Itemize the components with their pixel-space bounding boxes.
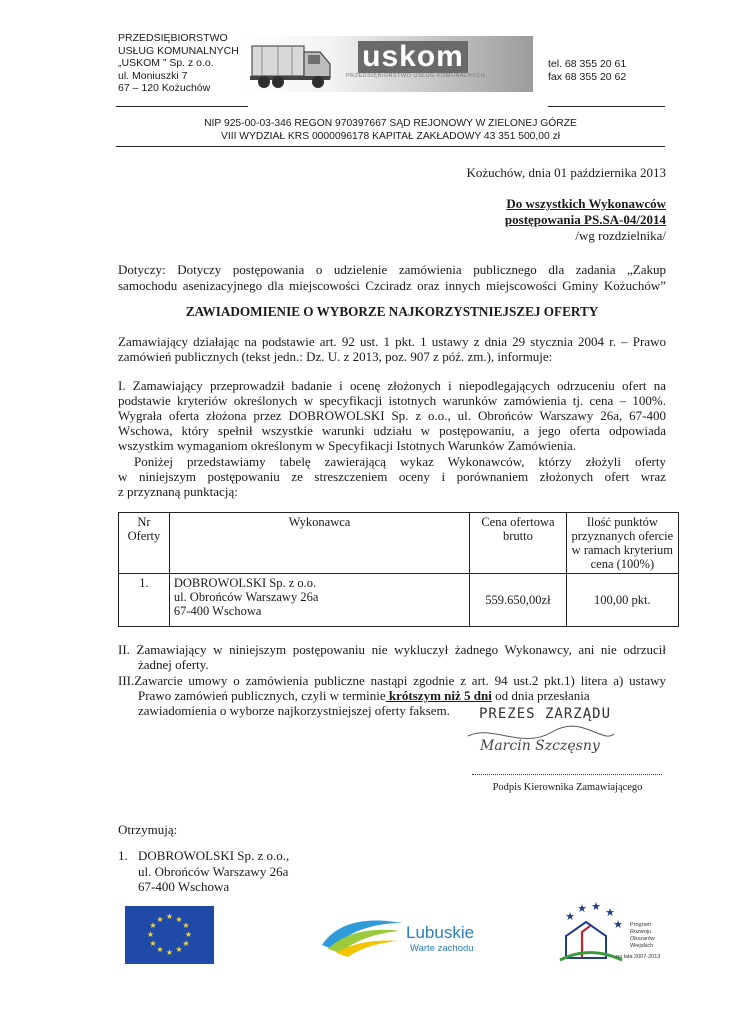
phone-number: tel. 68 355 20 61 (548, 58, 627, 70)
contractor-city: 67-400 Wschowa (173, 604, 262, 618)
svg-text:★: ★ (149, 939, 157, 948)
eu-flag-logo (125, 906, 214, 964)
section1-line: I. Zamawiający przeprowadził badanie i ocenę złożonych i niepodlegających odrzuceniu ofert na (118, 378, 666, 393)
section1-line: podstawie kryteriów określonych w specyfikacji istotnych warunków zamówienia tj. cena – 100%. (118, 393, 666, 408)
logo-subtitle: PRZEDSIĘBIORSTWO USŁUG KOMUNALNYCH (346, 73, 486, 79)
contractor-name: DOBROWOLSKI Sp. z o.o. (173, 576, 317, 590)
company-line: 67 – 120 Kożuchów (118, 82, 211, 94)
addressee-block (400, 196, 666, 244)
subject-line: samochodu asenizacyjnego dla miejscowości Czciradz oraz innych miejscowości Gminy Kożuchów” (118, 278, 666, 293)
section3-text: Prawo zamówień publicznych, czyli w terminie (138, 688, 386, 703)
lubuskie-logo (318, 915, 478, 959)
addressee-note: /wg rozdzielnika/ (575, 228, 666, 243)
recipient-street: ul. Obrońców Warszawy 26a (138, 863, 289, 879)
svg-text:★: ★ (613, 918, 623, 931)
svg-text:★: ★ (591, 902, 601, 913)
section1-line: Wschowa, który spełnił wszystkie warunki udziału w postępowaniu, a jego oferta odpowiada (118, 423, 666, 438)
intro-line: zamówień publicznych (tekst jedn.: Dz. U. z 2013, poz. 907 z póź. zm.), informuje: (118, 349, 553, 364)
document-title: ZAWIADOMIENIE O WYBORZE NAJKORZYSTNIEJSZEJ OFERTY (185, 304, 599, 319)
lubuskie-waves-icon (318, 915, 404, 959)
offer-number: 1. (119, 574, 170, 627)
addressee-line: postępowania PS.SA-04/2014 (504, 212, 666, 227)
offer-points: 100,00 pkt. (566, 574, 678, 627)
contact-phones (548, 58, 626, 83)
recipient-item (138, 848, 289, 895)
company-address-block (118, 32, 239, 95)
reg-line: NIP 925-00-03-346 REGON 970397667 SĄD REJONOWY W ZIELONEJ GÓRZE (204, 118, 577, 129)
header-divider (116, 146, 665, 147)
svg-text:★: ★ (175, 915, 183, 924)
svg-text:★: ★ (165, 948, 174, 957)
svg-text:★: ★ (149, 921, 157, 930)
table-row (119, 574, 679, 627)
company-line: PRZEDSIĘBIORSTWO (118, 32, 228, 44)
col-header-price: Cena ofertowa brutto (470, 513, 567, 574)
prow-logo (556, 902, 666, 964)
section3-line: zawiadomienia o wyborze najkorzystniejszej oferty faksem. (138, 703, 450, 718)
company-line: ul. Moniuszki 7 (118, 69, 188, 82)
svg-text:★: ★ (605, 906, 615, 919)
handwritten-signature: Marcin Szczęsny (480, 738, 600, 754)
subject-line: Dotyczy: Dotyczy postępowania o udzielenie zamówienia publicznego dla zadania „Zakup (118, 262, 666, 277)
recipients-heading: Otrzymują: (118, 822, 178, 837)
lubuskie-name: Lubuskie (406, 923, 475, 942)
section2-line: II. Zamawiający w niniejszym postępowaniu nie wykluczył żadnego Wykonawcy, ani nie odrzucił (118, 642, 666, 657)
company-line: „USKOM ” Sp. z o.o. (118, 57, 214, 69)
prow-line: Program (630, 922, 652, 928)
header-divider (548, 106, 665, 107)
svg-text:★: ★ (565, 910, 575, 923)
prow-text (630, 922, 655, 950)
offers-table (118, 512, 679, 627)
col-header-points: Ilość punktów przyznanych ofercie w ramach kryterium cena (100%) (566, 513, 678, 574)
svg-text:★: ★ (182, 939, 190, 948)
svg-text:★: ★ (577, 902, 587, 915)
section3-line: III.Zawarcie umowy o zamówienia publiczne nastąpi zgodnie z art. 94 ust.2 pkt.1) litera a) ustawy (118, 673, 666, 688)
svg-text:★: ★ (165, 912, 174, 921)
garbage-truck-icon (248, 40, 334, 90)
signature-dotted-line (472, 774, 662, 775)
president-stamp: PREZES ZARZĄDU (479, 706, 612, 722)
section1-line: Poniżej przedstawiamy tabelę zawierającą wykaz Wykonawców, którzy złożyli oferty (134, 454, 666, 469)
offer-contractor (169, 574, 469, 627)
fax-number: fax 68 355 20 62 (548, 70, 627, 83)
svg-text:★: ★ (184, 930, 193, 939)
document-date: Kożuchów, dnia 01 października 2013 (466, 165, 666, 180)
uskom-logo: uskom (358, 41, 468, 73)
company-line: USŁUG KOMUNALNYCH (118, 44, 239, 57)
addressee-line: Do wszystkich Wykonawców (506, 196, 666, 211)
reg-line: VIII WYDZIAŁ KRS 0000096178 KAPITAŁ ZAKŁADOWY 43 351 500,00 zł (220, 130, 561, 142)
section3-text: od dnia przesłania (491, 688, 590, 703)
lubuskie-tagline: Warte zachodu (410, 943, 474, 954)
contractor-street: ul. Obrońców Warszawy 26a (173, 590, 319, 604)
section1-line: wszystkim wymaganiom określonym w Specyfikacji Istotnych Warunków Zamówienia. (118, 438, 576, 453)
col-header-contractor: Wykonawca (169, 513, 469, 574)
svg-text:★: ★ (146, 930, 155, 939)
prow-line: Rozwoju (630, 929, 652, 935)
svg-text:★: ★ (175, 945, 183, 954)
section3-line (138, 688, 666, 703)
svg-text:★: ★ (156, 915, 164, 924)
registration-info (116, 118, 665, 143)
prow-years: na lata 2007-2013 (616, 954, 661, 960)
section1-line: z przyznaną punktacją: (118, 484, 238, 499)
table-header-row (119, 513, 679, 574)
svg-text:★: ★ (182, 921, 190, 930)
prow-line: Wiejskich (630, 943, 654, 949)
svg-text:★: ★ (156, 945, 164, 954)
col-header-nr: Nr Oferty (119, 513, 170, 574)
intro-line: Zamawiający działając na podstawie art. 92 ust. 1 pkt. 1 ustawy z dnia 29 stycznia 2004 r. – Prawo (118, 334, 666, 349)
recipient-city: 67-400 Wschowa (138, 879, 230, 894)
header-divider (116, 106, 248, 107)
prow-line: Obszarów (630, 936, 655, 942)
deadline-highlight: krótszym niż 5 dni (385, 688, 492, 703)
section1-line: Wygrała oferta złożona przez DOBROWOLSKI Sp. z o.o., ul. Obrońców Warszawy 26a, 67-400 (118, 408, 666, 423)
eu-stars-icon (125, 906, 214, 964)
recipient-number: 1. (118, 848, 128, 863)
section2-line: żadnej oferty. (138, 657, 209, 672)
signature-scribble-icon (462, 722, 622, 762)
signature-caption: Podpis Kierownika Zamawiającego (492, 782, 643, 793)
offer-price: 559.650,00zł (470, 574, 567, 627)
section1-line: w niniejszym postępowaniu ze streszczeniem oceny i porównaniem złożonych ofert wraz (118, 469, 666, 484)
recipient-name: DOBROWOLSKI Sp. z o.o., (138, 848, 290, 863)
